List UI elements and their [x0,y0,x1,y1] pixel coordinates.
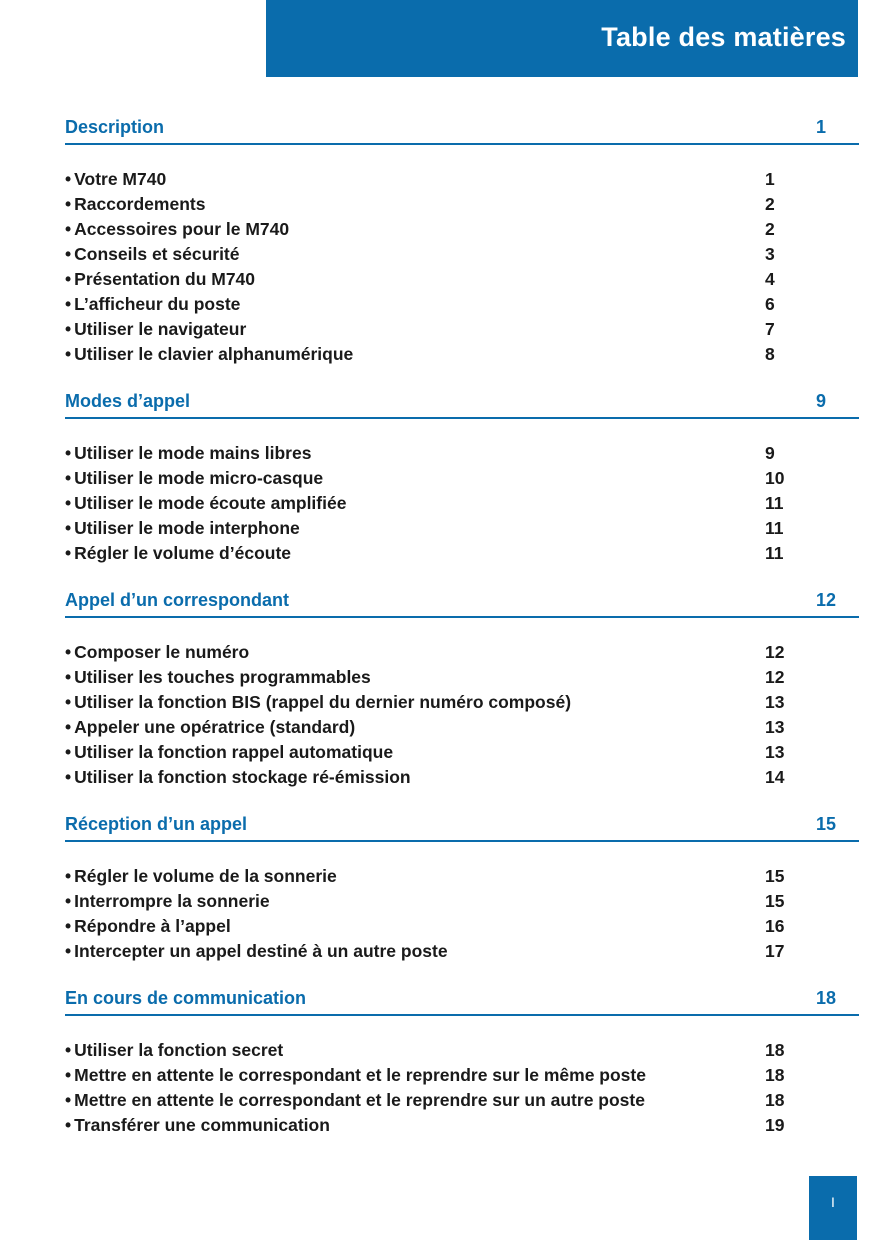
toc-entry-label: • Appeler une opératrice (standard) [65,715,355,740]
toc-entry-label: • Régler le volume d’écoute [65,541,291,566]
title-banner [266,0,858,77]
toc-entry[interactable] [65,640,859,665]
toc-entry[interactable] [65,267,859,292]
toc-entry[interactable] [65,939,859,964]
table-of-contents [65,114,859,1159]
toc-entry[interactable] [65,740,859,765]
toc-entry-page-number: 13 [765,692,785,712]
section-header[interactable] [65,587,859,618]
toc-entry[interactable] [65,1063,859,1088]
toc-entry[interactable] [65,192,859,217]
toc-entry-label: • Répondre à l’appel [65,914,231,939]
toc-entry-label: • Utiliser le mode interphone [65,516,300,541]
toc-entry-page-number: 2 [765,219,775,239]
toc-entry-page-number: 7 [765,319,775,339]
toc-entry-label: • Votre M740 [65,167,166,192]
toc-entry-label: • Utiliser les touches programmables [65,665,371,690]
toc-entry-label: • Accessoires pour le M740 [65,217,289,242]
toc-entry-label: • Conseils et sécurité [65,242,240,267]
toc-section [65,114,859,367]
toc-entry[interactable] [65,317,859,342]
toc-entry-label: • Intercepter un appel destiné à un autre poste [65,939,448,964]
section-page-number: 18 [816,988,837,1008]
section-header[interactable] [65,114,859,145]
toc-entry-page-number: 11 [765,493,784,513]
toc-entry-page-number: 14 [765,767,785,787]
toc-entry-label: • Utiliser la fonction rappel automatique [65,740,393,765]
toc-entry-page-number: 1 [765,169,775,189]
toc-entry-label: • Utiliser le mode mains libres [65,441,311,466]
toc-entry-page-number: 12 [765,667,785,687]
toc-entry-label: • L’afficheur du poste [65,292,240,317]
toc-entry[interactable] [65,1088,859,1113]
toc-section [65,587,859,790]
section-title: Description [65,117,165,137]
toc-entry-page-number: 6 [765,294,775,314]
toc-entry-page-number: 13 [765,742,785,762]
toc-entry-page-number: 16 [765,916,785,936]
toc-entry-page-number: 12 [765,642,785,662]
toc-entry-label: • Utiliser le mode écoute amplifiée [65,491,346,516]
toc-entry-page-number: 11 [765,518,784,538]
toc-entry-list [65,640,859,790]
toc-entry[interactable] [65,690,859,715]
section-title: En cours de communication [65,988,307,1008]
page-title: Table des matières [601,22,846,52]
toc-entry-label: • Présentation du M740 [65,267,255,292]
toc-entry-label: • Composer le numéro [65,640,249,665]
section-title: Réception d’un appel [65,814,248,834]
toc-entry[interactable] [65,1038,859,1063]
section-page-number: 9 [816,391,827,411]
toc-entry-list [65,441,859,566]
toc-entry[interactable] [65,715,859,740]
toc-entry[interactable] [65,242,859,267]
toc-entry-page-number: 13 [765,717,785,737]
toc-entry-label: • Interrompre la sonnerie [65,889,270,914]
toc-entry-label: • Mettre en attente le correspondant et le reprendre sur le même poste [65,1063,646,1088]
section-header[interactable] [65,985,859,1016]
toc-entry[interactable] [65,217,859,242]
footer-page-number: I [831,1194,835,1210]
toc-entry-page-number: 18 [765,1090,785,1110]
toc-entry-page-number: 18 [765,1040,785,1060]
section-page-number: 1 [816,117,827,137]
toc-entry[interactable] [65,292,859,317]
toc-entry-page-number: 11 [765,543,784,563]
toc-entry[interactable] [65,167,859,192]
toc-entry[interactable] [65,342,859,367]
toc-entry-page-number: 15 [765,891,785,911]
toc-entry-label: • Utiliser le clavier alphanumérique [65,342,353,367]
toc-entry[interactable] [65,441,859,466]
toc-entry-label: • Raccordements [65,192,205,217]
toc-entry[interactable] [65,914,859,939]
toc-entry-label: • Utiliser le mode micro-casque [65,466,323,491]
toc-entry[interactable] [65,541,859,566]
toc-entry-label: • Utiliser la fonction BIS (rappel du dernier numéro composé) [65,690,571,715]
toc-entry-page-number: 9 [765,443,775,463]
toc-entry-list [65,1038,859,1138]
section-page-number: 15 [816,814,837,834]
footer-page-tab [809,1176,857,1240]
section-header[interactable] [65,388,859,419]
toc-entry-page-number: 8 [765,344,775,364]
toc-entry-label: • Régler le volume de la sonnerie [65,864,337,889]
toc-entry-page-number: 19 [765,1115,785,1135]
toc-entry[interactable] [65,466,859,491]
toc-entry-page-number: 3 [765,244,775,264]
toc-section [65,985,859,1138]
toc-entry-page-number: 10 [765,468,785,488]
toc-entry[interactable] [65,864,859,889]
toc-entry-label: • Utiliser le navigateur [65,317,246,342]
toc-entry[interactable] [65,665,859,690]
toc-entry[interactable] [65,1113,859,1138]
toc-entry-label: • Utiliser la fonction secret [65,1038,283,1063]
section-header[interactable] [65,811,859,842]
toc-section [65,811,859,964]
section-title: Modes d’appel [65,391,191,411]
toc-entry[interactable] [65,516,859,541]
toc-entry-label: • Utiliser la fonction stockage ré-émission [65,765,411,790]
toc-entry-page-number: 15 [765,866,785,886]
toc-section [65,388,859,566]
toc-entry-page-number: 2 [765,194,775,214]
toc-entry-label: • Mettre en attente le correspondant et le reprendre sur un autre poste [65,1088,645,1113]
toc-entry-page-number: 18 [765,1065,785,1085]
toc-entry-list [65,864,859,964]
toc-entry-page-number: 4 [765,269,775,289]
toc-entry-list [65,167,859,367]
section-title: Appel d’un correspondant [65,590,290,610]
toc-entry-page-number: 17 [765,941,785,961]
toc-entry[interactable] [65,765,859,790]
toc-entry[interactable] [65,491,859,516]
toc-entry[interactable] [65,889,859,914]
toc-entry-label: • Transférer une communication [65,1113,330,1138]
section-page-number: 12 [816,590,837,610]
